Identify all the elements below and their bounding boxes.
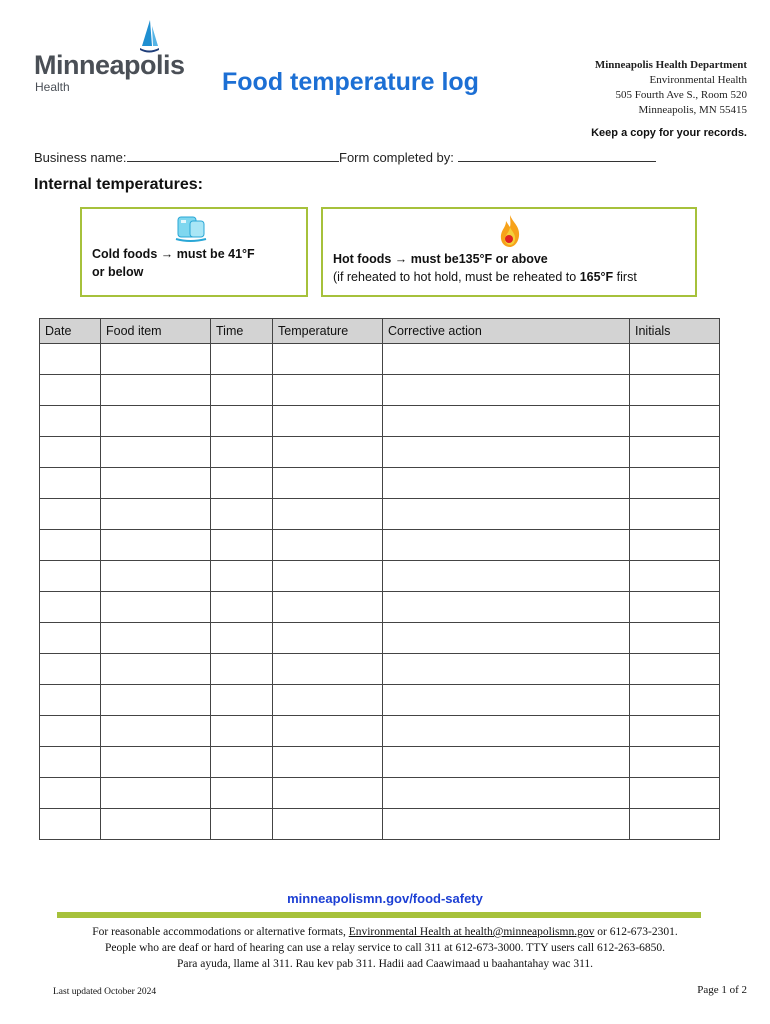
table-cell[interactable] xyxy=(273,654,383,685)
column-header-date: Date xyxy=(40,319,101,344)
column-header-initials: Initials xyxy=(630,319,720,344)
footer-divider xyxy=(57,912,701,918)
table-cell[interactable] xyxy=(383,375,630,406)
table-cell[interactable] xyxy=(273,499,383,530)
table-cell[interactable] xyxy=(211,561,273,592)
table-cell[interactable] xyxy=(630,437,720,468)
internal-temperatures-heading: Internal temperatures: xyxy=(34,176,203,193)
column-header-food-item: Food item xyxy=(101,319,211,344)
food-safety-link[interactable]: minneapolismn.gov/food-safety xyxy=(287,891,483,906)
department-city: Minneapolis, MN 55415 xyxy=(638,104,747,116)
table-cell[interactable] xyxy=(101,592,211,623)
logo-subtitle: Health xyxy=(35,80,70,94)
column-header-time: Time xyxy=(211,319,273,344)
keep-copy-note: Keep a copy for your records. xyxy=(591,127,747,139)
table-body xyxy=(40,344,720,840)
table-cell[interactable] xyxy=(101,344,211,375)
department-address xyxy=(595,58,747,118)
table-cell[interactable] xyxy=(40,685,101,716)
table-cell[interactable] xyxy=(40,344,101,375)
table-cell[interactable] xyxy=(273,809,383,840)
table-cell[interactable] xyxy=(101,468,211,499)
business-name-label: Business name: xyxy=(34,150,127,165)
table-cell[interactable] xyxy=(383,406,630,437)
table-cell[interactable] xyxy=(211,716,273,747)
table-cell[interactable] xyxy=(101,499,211,530)
table-cell[interactable] xyxy=(40,437,101,468)
table-cell[interactable] xyxy=(383,685,630,716)
footer-accommodations-b: or 612-673-2301. xyxy=(594,926,678,938)
page-title: Food temperature log xyxy=(222,68,479,96)
table-cell[interactable] xyxy=(211,778,273,809)
table-row xyxy=(40,406,720,437)
table-cell[interactable] xyxy=(273,530,383,561)
table-row xyxy=(40,778,720,809)
table-cell[interactable] xyxy=(383,468,630,499)
table-cell[interactable] xyxy=(383,716,630,747)
arrow-right-icon: → xyxy=(394,252,408,266)
table-header-row xyxy=(40,319,720,344)
table-cell[interactable] xyxy=(40,654,101,685)
table-cell[interactable] xyxy=(273,623,383,654)
table-row xyxy=(40,561,720,592)
footer-line-relay: People who are deaf or hard of hearing can use a relay service to call 311 at 612-673-3000. TTY users call 612-263-6850. xyxy=(104,942,665,954)
table-cell[interactable] xyxy=(211,685,273,716)
table-cell[interactable] xyxy=(211,747,273,778)
cold-foods-rule: must be 41°F xyxy=(173,247,255,261)
hot-foods-reheat-a: (if reheated to hot hold, must be reheated to xyxy=(333,270,580,284)
table-row xyxy=(40,716,720,747)
table-cell[interactable] xyxy=(630,344,720,375)
completed-by-blank[interactable] xyxy=(458,149,656,162)
sailboat-logo-icon xyxy=(138,20,160,54)
department-division: Environmental Health xyxy=(649,74,747,86)
table-cell[interactable] xyxy=(40,747,101,778)
table-cell[interactable] xyxy=(101,747,211,778)
table-cell[interactable] xyxy=(40,778,101,809)
table-cell[interactable] xyxy=(273,685,383,716)
footer-accommodations-a: For reasonable accommodations or alternative formats, xyxy=(92,926,349,938)
table-cell[interactable] xyxy=(40,592,101,623)
table-cell[interactable] xyxy=(273,344,383,375)
table-cell[interactable] xyxy=(40,406,101,437)
table-cell[interactable] xyxy=(211,344,273,375)
table-row xyxy=(40,685,720,716)
column-header-corrective-action: Corrective action xyxy=(383,319,630,344)
table-cell[interactable] xyxy=(211,654,273,685)
environmental-health-email-link[interactable]: Environmental Health at health@minneapolismn.gov xyxy=(348,926,595,938)
cold-foods-rule-line2: or below xyxy=(92,265,144,279)
cold-foods-prefix: Cold foods xyxy=(92,247,161,261)
table-cell[interactable] xyxy=(40,468,101,499)
table-row xyxy=(40,747,720,778)
table-cell[interactable] xyxy=(101,406,211,437)
table-cell[interactable] xyxy=(211,375,273,406)
table-cell[interactable] xyxy=(383,499,630,530)
ice-cube-icon xyxy=(174,213,208,243)
table-row xyxy=(40,809,720,840)
table-cell[interactable] xyxy=(630,809,720,840)
table-cell[interactable] xyxy=(101,530,211,561)
hot-foods-reheat-c: first xyxy=(613,270,637,284)
table-cell[interactable] xyxy=(383,809,630,840)
table-cell[interactable] xyxy=(630,468,720,499)
table-cell[interactable] xyxy=(211,809,273,840)
table-cell[interactable] xyxy=(630,406,720,437)
table-cell[interactable] xyxy=(383,623,630,654)
table-cell[interactable] xyxy=(383,747,630,778)
table-cell[interactable] xyxy=(101,778,211,809)
table-cell[interactable] xyxy=(211,530,273,561)
table-cell[interactable] xyxy=(383,592,630,623)
table-row xyxy=(40,530,720,561)
table-cell[interactable] xyxy=(211,623,273,654)
table-row xyxy=(40,592,720,623)
table-cell[interactable] xyxy=(40,623,101,654)
table-cell[interactable] xyxy=(40,809,101,840)
table-row xyxy=(40,499,720,530)
table-cell[interactable] xyxy=(211,499,273,530)
completed-by-label: Form completed by: xyxy=(339,150,458,165)
table-cell[interactable] xyxy=(40,530,101,561)
completed-by-field[interactable] xyxy=(339,149,656,165)
table-cell[interactable] xyxy=(630,375,720,406)
table-cell[interactable] xyxy=(40,716,101,747)
footer-line-multilingual: Para ayuda, llame al 311. Rau kev pab 311. Hadii aad Caawimaad u baahantahay wac 311. xyxy=(176,958,594,970)
business-name-blank[interactable] xyxy=(127,149,339,162)
table-cell[interactable] xyxy=(383,344,630,375)
table-cell[interactable] xyxy=(273,468,383,499)
table-cell[interactable] xyxy=(40,561,101,592)
table-cell[interactable] xyxy=(40,375,101,406)
table-cell[interactable] xyxy=(383,654,630,685)
table-cell[interactable] xyxy=(630,778,720,809)
table-cell[interactable] xyxy=(101,375,211,406)
business-name-field[interactable] xyxy=(34,149,339,165)
minneapolis-health-logo xyxy=(34,20,185,95)
table-cell[interactable] xyxy=(273,375,383,406)
department-name: Minneapolis Health Department xyxy=(594,59,747,71)
table-cell[interactable] xyxy=(383,437,630,468)
table-cell[interactable] xyxy=(630,530,720,561)
table-cell[interactable] xyxy=(101,623,211,654)
table-cell[interactable] xyxy=(101,716,211,747)
table-cell[interactable] xyxy=(273,778,383,809)
table-row xyxy=(40,468,720,499)
hot-foods-box xyxy=(321,207,697,297)
table-row xyxy=(40,623,720,654)
temperature-log-table xyxy=(39,318,720,840)
table-cell[interactable] xyxy=(273,716,383,747)
table-cell[interactable] xyxy=(101,654,211,685)
table-cell[interactable] xyxy=(211,468,273,499)
table-cell[interactable] xyxy=(273,747,383,778)
table-row xyxy=(40,375,720,406)
table-cell[interactable] xyxy=(630,747,720,778)
table-cell[interactable] xyxy=(383,530,630,561)
table-cell[interactable] xyxy=(101,685,211,716)
logo-wordmark: Minneapolis xyxy=(34,50,185,80)
hot-foods-rule: must be135°F or above xyxy=(407,252,548,266)
department-street: 505 Fourth Ave S., Room 520 xyxy=(615,89,747,101)
hot-foods-reheat-temp: 165°F xyxy=(579,270,614,284)
table-cell[interactable] xyxy=(273,561,383,592)
hot-foods-text xyxy=(333,250,637,286)
footer-line-accommodations xyxy=(0,924,770,940)
page-number: Page 1 of 2 xyxy=(697,984,747,996)
cold-foods-text xyxy=(92,245,255,281)
table-row xyxy=(40,437,720,468)
table-cell[interactable] xyxy=(383,561,630,592)
table-cell[interactable] xyxy=(273,592,383,623)
table-cell[interactable] xyxy=(211,592,273,623)
table-cell[interactable] xyxy=(211,406,273,437)
table-cell[interactable] xyxy=(630,499,720,530)
table-row xyxy=(40,344,720,375)
table-row xyxy=(40,654,720,685)
flame-icon xyxy=(497,213,523,249)
table-cell[interactable] xyxy=(101,437,211,468)
table-cell[interactable] xyxy=(383,778,630,809)
table-cell[interactable] xyxy=(630,623,720,654)
table-cell[interactable] xyxy=(101,561,211,592)
table-cell[interactable] xyxy=(630,561,720,592)
last-updated-date: Last updated October 2024 xyxy=(53,987,157,997)
table-cell[interactable] xyxy=(273,406,383,437)
table-cell[interactable] xyxy=(630,716,720,747)
table-cell[interactable] xyxy=(101,809,211,840)
table-cell[interactable] xyxy=(211,437,273,468)
table-cell[interactable] xyxy=(40,499,101,530)
accessibility-footer xyxy=(0,924,770,972)
cold-foods-box xyxy=(80,207,308,297)
table-cell[interactable] xyxy=(630,685,720,716)
arrow-right-icon: → xyxy=(160,247,174,261)
table-cell[interactable] xyxy=(273,437,383,468)
table-cell[interactable] xyxy=(630,592,720,623)
hot-foods-prefix: Hot foods xyxy=(333,252,395,266)
column-header-temperature: Temperature xyxy=(273,319,383,344)
table-cell[interactable] xyxy=(630,654,720,685)
